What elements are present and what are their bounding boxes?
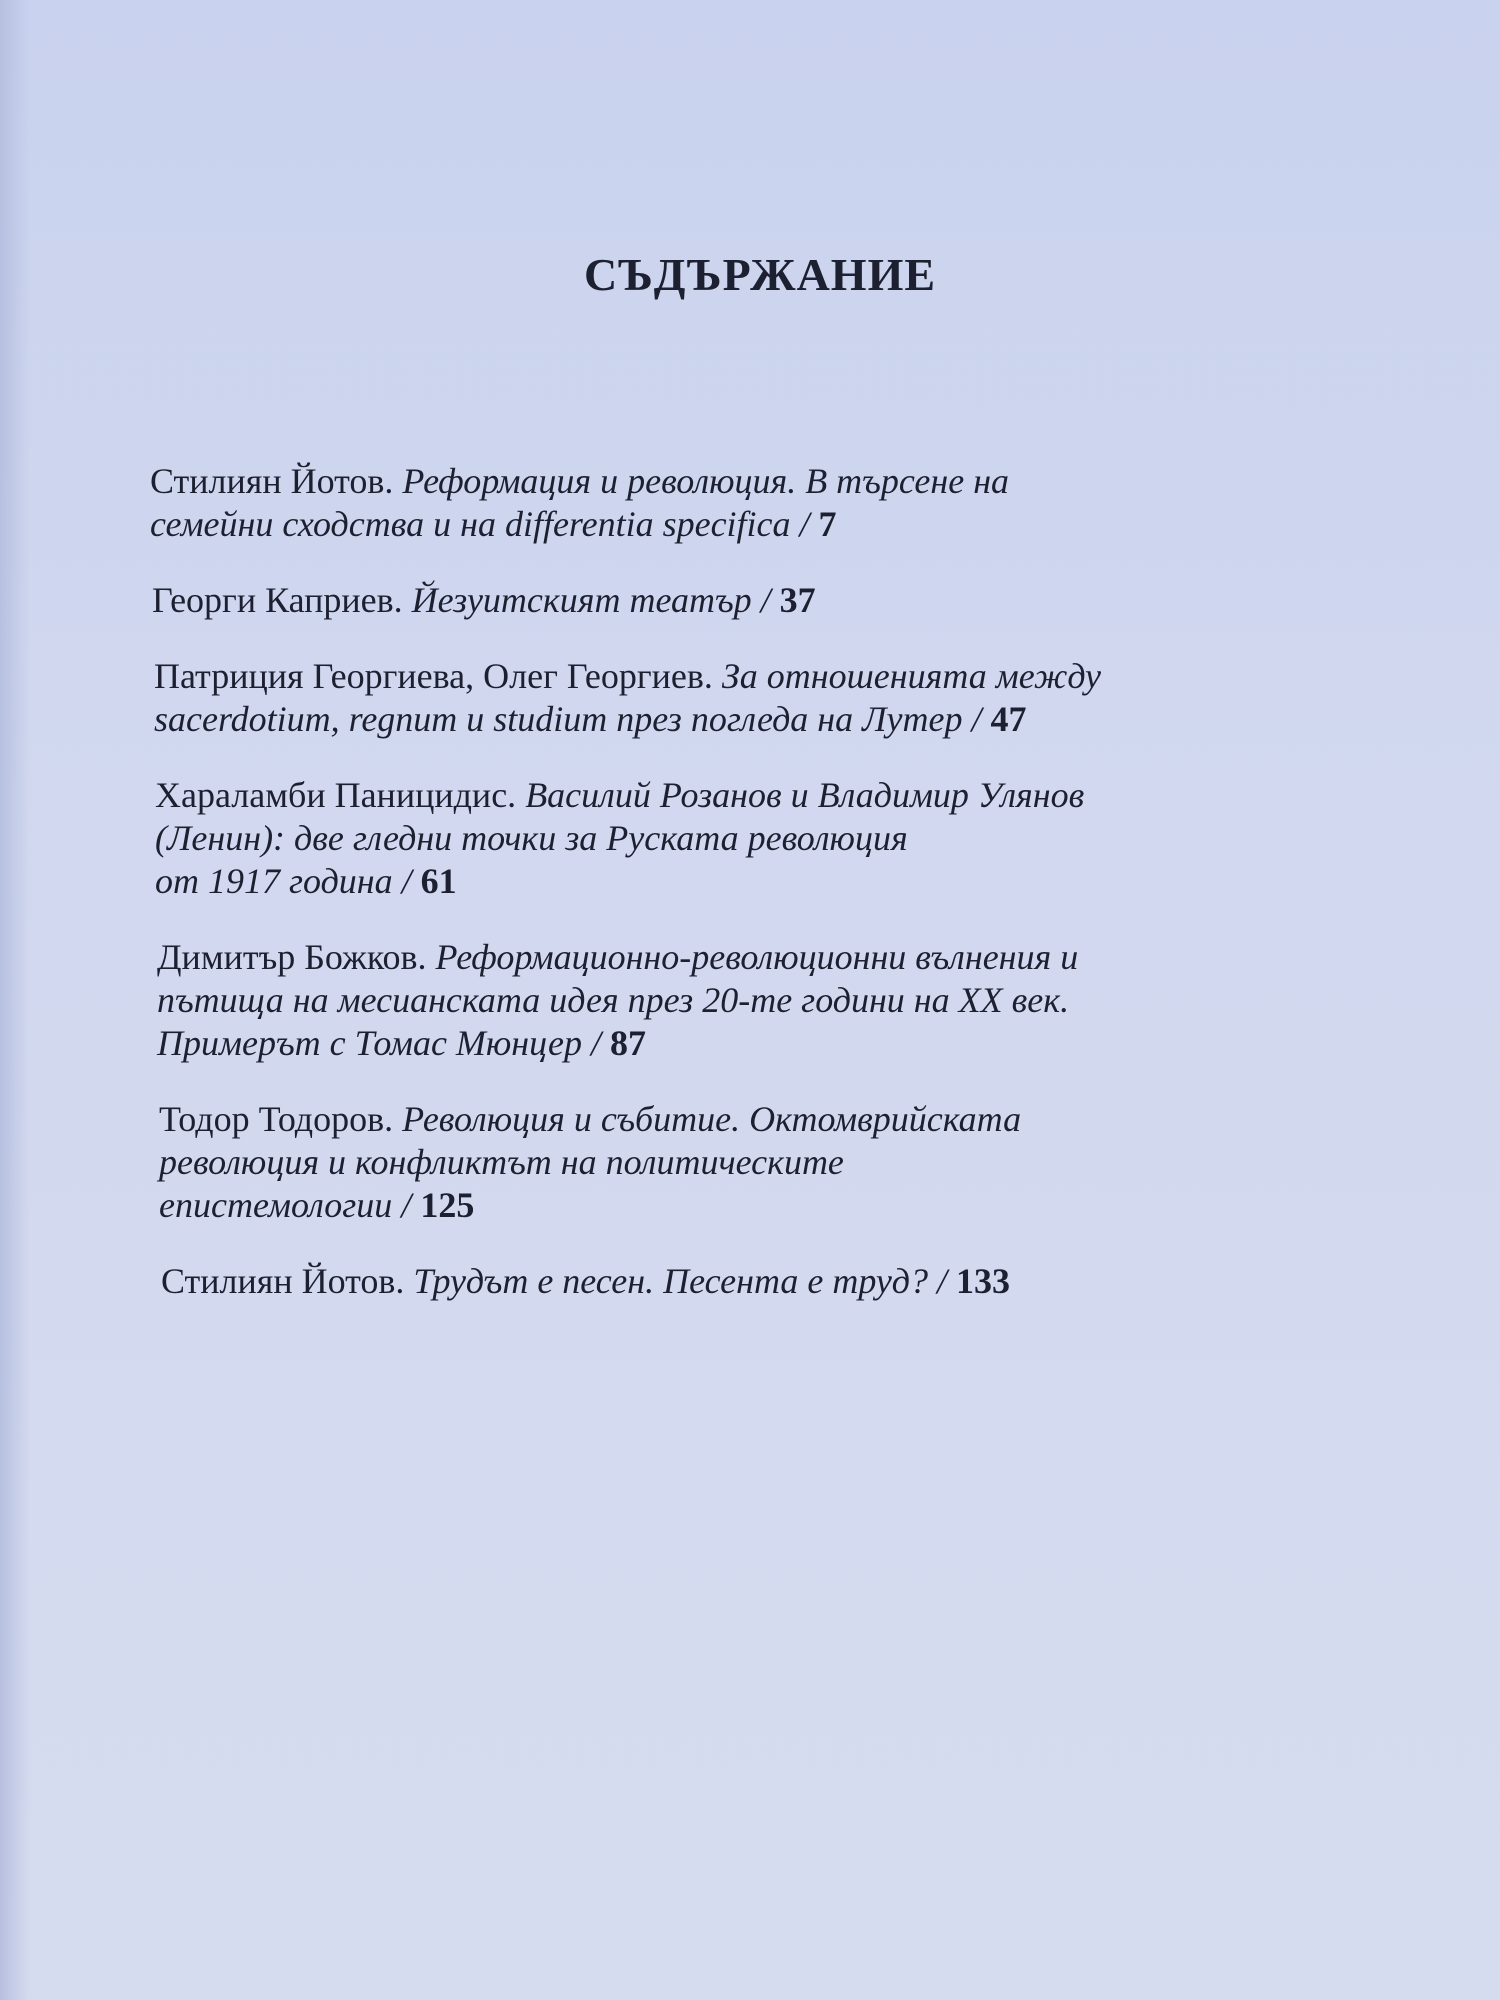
- entry-page-number: 125: [420, 1185, 475, 1225]
- entry-author: Тодор Тодоров.: [159, 1099, 394, 1139]
- toc-entry: [159, 1098, 1330, 1227]
- toc-entry: [155, 774, 1330, 903]
- entry-page-number: 47: [990, 699, 1027, 739]
- entry-title: Примерът с Томас Мюнцер /: [157, 1023, 602, 1063]
- toc-entry: [161, 1260, 1330, 1303]
- entry-title: епистемологии /: [159, 1185, 412, 1225]
- entry-title: (Ленин): две гледни точки за Руската революция: [155, 818, 908, 858]
- entry-page-number: 7: [818, 504, 837, 544]
- entry-title: революция и конфликтът на политическите: [159, 1142, 844, 1182]
- entry-author: Патриция Георгиева, Олег Георгиев.: [154, 656, 713, 696]
- entry-author: Георги Каприев.: [152, 580, 403, 620]
- entry-title: Реформационно-революционни вълнения и: [435, 937, 1079, 977]
- entry-author: Стилиян Йотов.: [150, 461, 394, 501]
- entry-title: семейни сходства и на differentia specifica /: [150, 504, 810, 544]
- entry-page-number: 61: [420, 861, 457, 901]
- entry-page-number: 133: [956, 1261, 1011, 1301]
- toc-entry: [150, 460, 1330, 546]
- entry-page-number: 37: [779, 580, 816, 620]
- toc-entry: [154, 655, 1330, 741]
- entry-author: Хараламби Паницидис.: [155, 775, 517, 815]
- entry-page-number: 87: [610, 1023, 647, 1063]
- entry-title: пътища на месианската идея през 20-те години на XX век.: [157, 980, 1070, 1020]
- entry-title: Революция и събитие. Октомврийската: [402, 1099, 1022, 1139]
- entry-title: от 1917 година /: [155, 861, 412, 901]
- entry-title: За отношенията между: [721, 656, 1102, 696]
- entry-title: Реформация и революция. В търсене на: [402, 461, 1010, 501]
- entry-author: Стилиян Йотов.: [161, 1261, 405, 1301]
- entry-title: Трудът е песен. Песента е труд? /: [413, 1261, 948, 1301]
- entry-title: sacerdotium, regnum и studium през погледа на Лутер /: [154, 699, 982, 739]
- toc-entry: [157, 936, 1330, 1065]
- page-title: СЪДЪРЖАНИЕ: [583, 249, 937, 300]
- table-of-contents: [150, 460, 1330, 1336]
- entry-title: Василий Розанов и Владимир Улянов: [525, 775, 1085, 815]
- entry-title: Йезуитският театър /: [411, 580, 771, 620]
- toc-entry: [152, 579, 1330, 622]
- entry-author: Димитър Божков.: [157, 937, 427, 977]
